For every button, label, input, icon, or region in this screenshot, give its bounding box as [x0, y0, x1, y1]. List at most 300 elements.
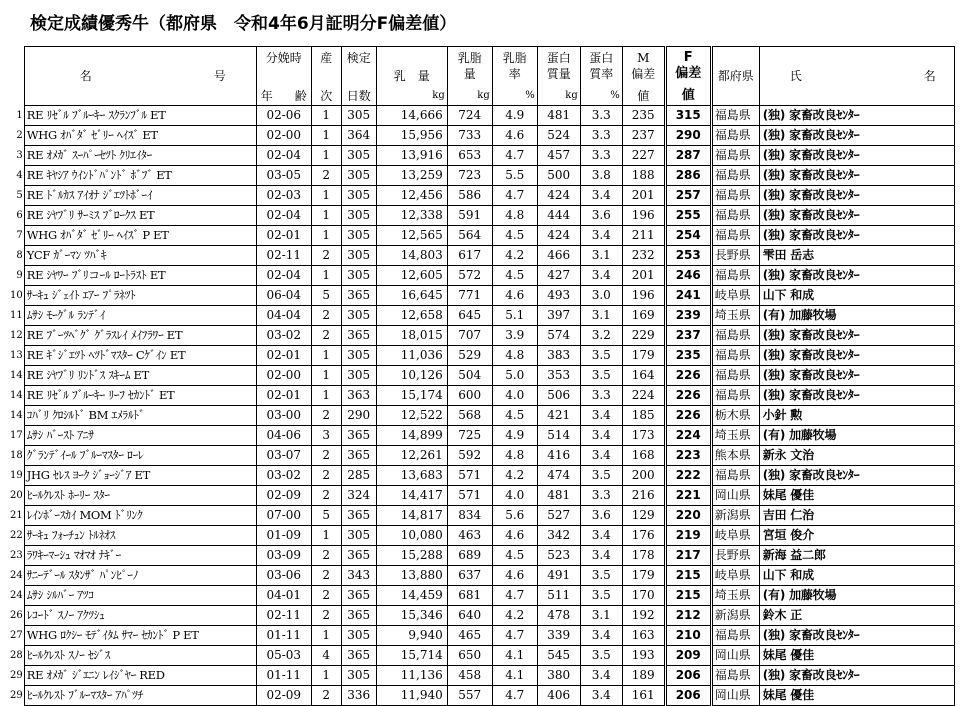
f-score: 217 [665, 546, 711, 566]
protein-pct: 3.4 [580, 226, 622, 246]
calving-age: 03-09 [256, 546, 311, 566]
m-score: 196 [622, 286, 665, 306]
milk-yield: 18,015 [376, 326, 447, 346]
f-score: 210 [665, 626, 711, 646]
test-days: 305 [341, 266, 376, 286]
protein-pct: 3.1 [580, 246, 622, 266]
table-row [10, 366, 954, 386]
owner-name: (独) 家畜改良ｾﾝﾀｰ [759, 166, 954, 186]
calving-age: 02-04 [256, 266, 311, 286]
milk-yield: 15,956 [376, 126, 447, 146]
m-score: 170 [622, 586, 665, 606]
cow-name: RE ｼﾔﾜｰ ﾌﾞﾘコｰﾙ ﾛｰﾄﾗｽﾄ ET [24, 266, 256, 286]
protein-yield: 342 [537, 526, 580, 546]
parity: 2 [311, 686, 341, 706]
m-score: 235 [622, 106, 665, 126]
prefecture: 新潟県 [711, 606, 759, 626]
protein-yield: 500 [537, 166, 580, 186]
protein-yield: 491 [537, 566, 580, 586]
fat-yield: 650 [447, 646, 492, 666]
protein-pct: 3.5 [580, 566, 622, 586]
row-number: 3 [16, 150, 23, 161]
test-days: 343 [341, 566, 376, 586]
row-number: 18 [10, 450, 23, 461]
fat-pct: 4.6 [492, 286, 537, 306]
owner-name: (独) 家畜改良ｾﾝﾀｰ [759, 186, 954, 206]
protein-pct: 3.4 [580, 546, 622, 566]
prefecture: 新潟県 [711, 506, 759, 526]
parity: 1 [311, 526, 341, 546]
cow-name: ﾋｰﾙｸﾚｽﾄ ｽﾉｰ ｾｼﾞｽ [24, 646, 256, 666]
fat-yield: 591 [447, 206, 492, 226]
fat-yield: 640 [447, 606, 492, 626]
milk-yield: 12,565 [376, 226, 447, 246]
prefecture: 岐阜県 [711, 526, 759, 546]
calving-age: 01-11 [256, 626, 311, 646]
milk-yield: 10,080 [376, 526, 447, 546]
m-score: 168 [622, 446, 665, 466]
prefecture: 福島県 [711, 326, 759, 346]
prefecture: 埼玉県 [711, 426, 759, 446]
protein-pct: 3.4 [580, 666, 622, 686]
prefecture: 岡山県 [711, 686, 759, 706]
row-number: 8 [16, 250, 23, 261]
parity: 2 [311, 546, 341, 566]
test-days: 305 [341, 226, 376, 246]
protein-yield: 574 [537, 326, 580, 346]
parity: 1 [311, 666, 341, 686]
parity: 1 [311, 386, 341, 406]
cow-name: ﾋｰﾙｸﾚｽﾄ ﾌﾞﾙｰﾏｽﾀｰ ｱﾊﾟﾂﾁ [24, 686, 256, 706]
cow-name: JHG ｾﾚｽ ﾖｰｸ ｼﾞｮｰｼﾞｱ ET [24, 466, 256, 486]
f-score: 226 [665, 386, 711, 406]
fat-pct: 4.0 [492, 386, 537, 406]
fat-yield: 653 [447, 146, 492, 166]
prefecture: 福島県 [711, 366, 759, 386]
table-header [10, 47, 954, 106]
m-score: 237 [622, 126, 665, 146]
row-number: 4 [16, 170, 23, 181]
f-score: 239 [665, 306, 711, 326]
f-score: 237 [665, 326, 711, 346]
fat-yield: 724 [447, 106, 492, 126]
protein-yield: 481 [537, 486, 580, 506]
protein-pct: 3.6 [580, 206, 622, 226]
table-row [10, 586, 954, 606]
header-protein: 蛋白 質量 kg [537, 47, 580, 106]
protein-pct: 3.5 [580, 466, 622, 486]
test-days: 365 [341, 326, 376, 346]
f-score: 206 [665, 666, 711, 686]
m-score: 201 [622, 186, 665, 206]
milk-yield: 12,605 [376, 266, 447, 286]
cow-name: ﾗﾜｷｰﾏｰｼｭ ﾏｵﾏｵ ﾅｷﾞｰ [24, 546, 256, 566]
fat-pct: 4.8 [492, 346, 537, 366]
row-number: 7 [16, 230, 23, 241]
owner-name: 山下 和成 [759, 566, 954, 586]
fat-yield: 689 [447, 546, 492, 566]
row-number: 10 [10, 290, 23, 301]
protein-pct: 3.5 [580, 646, 622, 666]
f-score: 223 [665, 446, 711, 466]
test-days: 305 [341, 626, 376, 646]
table-row [10, 566, 954, 586]
milk-yield: 12,658 [376, 306, 447, 326]
header-milk: 乳 量 kg [376, 47, 447, 106]
test-days: 305 [341, 106, 376, 126]
row-number: 14 [10, 410, 23, 421]
protein-yield: 506 [537, 386, 580, 406]
protein-pct: 3.4 [580, 686, 622, 706]
table-row [10, 466, 954, 486]
protein-yield: 424 [537, 226, 580, 246]
fat-yield: 733 [447, 126, 492, 146]
fat-yield: 564 [447, 226, 492, 246]
header-protein-pct: 蛋白 質率 % [580, 47, 622, 106]
f-score: 226 [665, 366, 711, 386]
f-score: 246 [665, 266, 711, 286]
protein-yield: 523 [537, 546, 580, 566]
row-number: 14 [10, 370, 23, 381]
m-score: 164 [622, 366, 665, 386]
header-fat: 乳脂 量 kg [447, 47, 492, 106]
test-days: 365 [341, 606, 376, 626]
table-row [10, 186, 954, 206]
m-score: 216 [622, 486, 665, 506]
milk-yield: 14,666 [376, 106, 447, 126]
table-row [10, 666, 954, 686]
cow-name: ﾋｰﾙｸﾚｽﾄ ﾎｰﾘｰ ｽﾀｰ [24, 486, 256, 506]
m-score: 201 [622, 266, 665, 286]
table-row [10, 146, 954, 166]
parity: 2 [311, 586, 341, 606]
parity: 1 [311, 146, 341, 166]
protein-yield: 481 [537, 106, 580, 126]
cow-name: RE ﾄﾞﾙｶｽ ｱｲｵﾅ ｼﾞｴﾂﾄﾎﾞｰｲ [24, 186, 256, 206]
calving-age: 02-11 [256, 606, 311, 626]
fat-yield: 834 [447, 506, 492, 526]
page-title: 検定成績優秀牛（都府県 令和4年6月証明分F偏差値） [30, 14, 457, 34]
protein-yield: 397 [537, 306, 580, 326]
fat-pct: 4.8 [492, 446, 537, 466]
f-score: 286 [665, 166, 711, 186]
milk-yield: 12,522 [376, 406, 447, 426]
fat-pct: 3.9 [492, 326, 537, 346]
protein-pct: 3.3 [580, 126, 622, 146]
table-row [10, 106, 954, 126]
m-score: 224 [622, 386, 665, 406]
row-number: 21 [10, 510, 23, 521]
header-m-score: M 偏差 値 [622, 47, 665, 106]
table-row [10, 546, 954, 566]
parity: 2 [311, 166, 341, 186]
owner-name: (有) 加藤牧場 [759, 306, 954, 326]
calving-age: 04-06 [256, 426, 311, 446]
protein-pct: 3.6 [580, 506, 622, 526]
table-row [10, 506, 954, 526]
owner-name: 妹尾 優佳 [759, 486, 954, 506]
protein-yield: 380 [537, 666, 580, 686]
protein-yield: 524 [537, 126, 580, 146]
f-score: 235 [665, 346, 711, 366]
row-number: 26 [10, 610, 23, 621]
fat-yield: 586 [447, 186, 492, 206]
test-days: 365 [341, 286, 376, 306]
m-score: 173 [622, 426, 665, 446]
parity: 2 [311, 446, 341, 466]
cow-name: ｻｰｷｭ ｼﾞｪｲﾄ ｴｱｰ ﾌﾟﾗﾈﾂﾄ [24, 286, 256, 306]
protein-pct: 3.4 [580, 526, 622, 546]
owner-name: 鈴木 正 [759, 606, 954, 626]
owner-name: 雫田 岳志 [759, 246, 954, 266]
milk-yield: 13,683 [376, 466, 447, 486]
fat-yield: 529 [447, 346, 492, 366]
cow-name: ﾑｻｼ ﾓｰｸﾞﾙ ﾗﾝﾃﾞｲ [24, 306, 256, 326]
calving-age: 01-11 [256, 666, 311, 686]
protein-yield: 353 [537, 366, 580, 386]
milk-yield: 12,456 [376, 186, 447, 206]
parity: 1 [311, 126, 341, 146]
parity: 2 [311, 306, 341, 326]
protein-yield: 511 [537, 586, 580, 606]
fat-pct: 4.2 [492, 466, 537, 486]
protein-pct: 3.4 [580, 186, 622, 206]
calving-age: 03-00 [256, 406, 311, 426]
header-name: 名 号 [24, 47, 256, 106]
parity: 1 [311, 366, 341, 386]
f-score: 226 [665, 406, 711, 426]
results-table [10, 46, 955, 706]
parity: 2 [311, 406, 341, 426]
protein-yield: 478 [537, 606, 580, 626]
milk-yield: 15,714 [376, 646, 447, 666]
owner-name: 新永 文治 [759, 446, 954, 466]
f-score: 219 [665, 526, 711, 546]
milk-yield: 15,346 [376, 606, 447, 626]
cow-name: WHG ﾛｸｼｰ ﾓﾃﾞｲﾀﾑ ｻﾏｰ ｾｶﾝﾄﾞ P ET [24, 626, 256, 646]
prefecture: 長野県 [711, 246, 759, 266]
row-number: 13 [10, 350, 23, 361]
owner-name: 新海 益二郎 [759, 546, 954, 566]
calving-age: 03-06 [256, 566, 311, 586]
milk-yield: 15,288 [376, 546, 447, 566]
row-number: 14 [10, 390, 23, 401]
fat-pct: 4.6 [492, 526, 537, 546]
header-f-score: F 偏差 値 [665, 47, 711, 106]
owner-name: (独) 家畜改良ｾﾝﾀｰ [759, 466, 954, 486]
protein-pct: 3.4 [580, 266, 622, 286]
owner-name: 山下 和成 [759, 286, 954, 306]
protein-pct: 3.4 [580, 626, 622, 646]
owner-name: (独) 家畜改良ｾﾝﾀｰ [759, 266, 954, 286]
prefecture: 岐阜県 [711, 286, 759, 306]
owner-name: (独) 家畜改良ｾﾝﾀｰ [759, 126, 954, 146]
fat-pct: 5.5 [492, 166, 537, 186]
fat-yield: 571 [447, 466, 492, 486]
test-days: 305 [341, 186, 376, 206]
cow-name: WHG ｵﾊﾞﾀﾞ ｾﾞﾘｰ ﾍｲｽﾞ ET [24, 126, 256, 146]
owner-name: 妹尾 優佳 [759, 686, 954, 706]
cow-name: RE ﾘｾﾞﾙ ﾌﾞﾙｰｷｰ ﾘｰﾌ ｾｶﾝﾄﾞ ET [24, 386, 256, 406]
m-score: 179 [622, 346, 665, 366]
row-number: 11 [10, 310, 23, 321]
test-days: 363 [341, 386, 376, 406]
table-row [10, 646, 954, 666]
f-score: 290 [665, 126, 711, 146]
cow-name: RE ｼﾔﾌﾞﾘ ｻｰﾐｽ ﾌﾞﾛｰｸｽ ET [24, 206, 256, 226]
milk-yield: 10,126 [376, 366, 447, 386]
m-score: 163 [622, 626, 665, 646]
calving-age: 03-07 [256, 446, 311, 466]
owner-name: (独) 家畜改良ｾﾝﾀｰ [759, 366, 954, 386]
m-score: 196 [622, 206, 665, 226]
fat-pct: 4.7 [492, 626, 537, 646]
fat-yield: 571 [447, 486, 492, 506]
row-number: 6 [16, 210, 23, 221]
fat-pct: 4.1 [492, 666, 537, 686]
protein-pct: 3.4 [580, 426, 622, 446]
prefecture: 福島県 [711, 466, 759, 486]
cow-name: ｻﾆｰﾃﾞｰﾙ ｽﾀﾝｻﾞ ﾊﾟﾝﾋﾟｰﾉ [24, 566, 256, 586]
cow-name: RE ﾘｾﾞﾙ ﾌﾞﾙｰｷｰ ｽｸﾗﾝﾌﾞﾙ ET [24, 106, 256, 126]
protein-yield: 527 [537, 506, 580, 526]
table-row [10, 206, 954, 226]
milk-yield: 16,645 [376, 286, 447, 306]
f-score: 221 [665, 486, 711, 506]
table-row [10, 126, 954, 146]
prefecture: 福島県 [711, 126, 759, 146]
owner-name: (有) 加藤牧場 [759, 426, 954, 446]
parity: 2 [311, 486, 341, 506]
table-row [10, 686, 954, 706]
table-row [10, 386, 954, 406]
fat-yield: 458 [447, 666, 492, 686]
test-days: 365 [341, 426, 376, 446]
test-days: 305 [341, 526, 376, 546]
fat-pct: 4.5 [492, 406, 537, 426]
calving-age: 05-03 [256, 646, 311, 666]
header-age: 分娩時 年 齢 [256, 47, 311, 106]
fat-pct: 4.2 [492, 606, 537, 626]
fat-yield: 600 [447, 386, 492, 406]
owner-name: 妹尾 優佳 [759, 646, 954, 666]
cow-name: ﾑｻｼ ｼﾙﾊﾞｰ ｱﾂｺ [24, 586, 256, 606]
protein-yield: 466 [537, 246, 580, 266]
protein-pct: 3.2 [580, 326, 622, 346]
fat-pct: 4.5 [492, 546, 537, 566]
protein-yield: 424 [537, 186, 580, 206]
calving-age: 02-00 [256, 126, 311, 146]
protein-yield: 427 [537, 266, 580, 286]
cow-name: RE ｵﾒｶﾞ ｽｰﾊﾟｰｾﾂﾄ ｸﾘｴｲﾀｰ [24, 146, 256, 166]
f-score: 255 [665, 206, 711, 226]
owner-name: (独) 家畜改良ｾﾝﾀｰ [759, 626, 954, 646]
table-row [10, 286, 954, 306]
calving-age: 04-01 [256, 586, 311, 606]
fat-yield: 725 [447, 426, 492, 446]
table-row [10, 486, 954, 506]
protein-pct: 3.4 [580, 446, 622, 466]
cow-name: ﾚｺｰﾄﾞ ｽﾉｰ ｱｸﾂｼｭ [24, 606, 256, 626]
parity: 2 [311, 566, 341, 586]
header-parity: 産 次 [311, 47, 341, 106]
fat-pct: 4.6 [492, 566, 537, 586]
row-number: 5 [16, 190, 23, 201]
calving-age: 02-01 [256, 346, 311, 366]
m-score: 193 [622, 646, 665, 666]
row-number: 12 [10, 330, 23, 341]
parity: 1 [311, 626, 341, 646]
owner-name: (独) 家畜改良ｾﾝﾀｰ [759, 106, 954, 126]
table-row [10, 326, 954, 346]
table-row [10, 166, 954, 186]
owner-name: (独) 家畜改良ｾﾝﾀｰ [759, 666, 954, 686]
calving-age: 02-03 [256, 186, 311, 206]
parity: 1 [311, 266, 341, 286]
test-days: 305 [341, 666, 376, 686]
fat-yield: 465 [447, 626, 492, 646]
protein-pct: 3.1 [580, 306, 622, 326]
parity: 3 [311, 426, 341, 446]
m-score: 179 [622, 566, 665, 586]
owner-name: (独) 家畜改良ｾﾝﾀｰ [759, 326, 954, 346]
f-score: 206 [665, 686, 711, 706]
fat-yield: 463 [447, 526, 492, 546]
calving-age: 02-09 [256, 486, 311, 506]
calving-age: 06-04 [256, 286, 311, 306]
cow-name: ｸﾞﾗﾝﾃﾞｲｰﾙ ﾌﾞﾙｰﾏｽﾀｰ ﾛｰﾚ [24, 446, 256, 466]
cow-name: RE ｵﾒｶﾞ ｼﾞｴﾆﾝ ﾚｲｼﾞﾔｰ RED [24, 666, 256, 686]
fat-pct: 4.5 [492, 266, 537, 286]
test-days: 305 [341, 246, 376, 266]
protein-yield: 416 [537, 446, 580, 466]
protein-yield: 514 [537, 426, 580, 446]
prefecture: 福島県 [711, 226, 759, 246]
header-owner: 氏 名 [759, 47, 954, 106]
prefecture: 福島県 [711, 166, 759, 186]
owner-name: (独) 家畜改良ｾﾝﾀｰ [759, 346, 954, 366]
m-score: 227 [622, 146, 665, 166]
test-days: 305 [341, 146, 376, 166]
milk-yield: 14,817 [376, 506, 447, 526]
m-score: 129 [622, 506, 665, 526]
f-score: 215 [665, 566, 711, 586]
owner-name: (独) 家畜改良ｾﾝﾀｰ [759, 206, 954, 226]
fat-yield: 707 [447, 326, 492, 346]
test-days: 365 [341, 546, 376, 566]
protein-yield: 383 [537, 346, 580, 366]
parity: 2 [311, 466, 341, 486]
test-days: 364 [341, 126, 376, 146]
table-row [10, 406, 954, 426]
milk-yield: 12,261 [376, 446, 447, 466]
prefecture: 福島県 [711, 206, 759, 226]
header-prefecture: 都府県 [711, 47, 759, 106]
fat-yield: 572 [447, 266, 492, 286]
prefecture: 栃木県 [711, 406, 759, 426]
table-row [10, 426, 954, 446]
f-score: 212 [665, 606, 711, 626]
fat-pct: 4.7 [492, 146, 537, 166]
test-days: 305 [341, 206, 376, 226]
prefecture: 岡山県 [711, 646, 759, 666]
fat-pct: 4.7 [492, 686, 537, 706]
row-number: 1 [16, 110, 23, 121]
fat-yield: 504 [447, 366, 492, 386]
milk-yield: 13,916 [376, 146, 447, 166]
row-number: 27 [10, 630, 23, 641]
calving-age: 03-02 [256, 326, 311, 346]
